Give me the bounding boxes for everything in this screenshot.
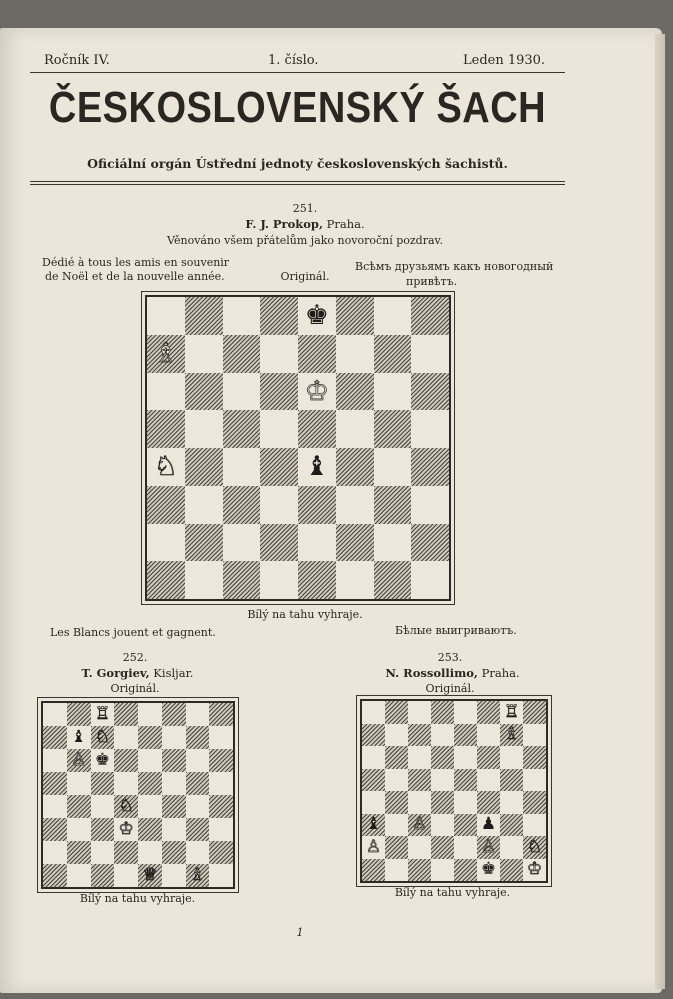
square-e8	[138, 703, 162, 726]
square-e4	[298, 448, 336, 486]
problem-252-author-line	[55, 666, 220, 680]
square-f4	[162, 795, 186, 818]
square-b8	[385, 701, 408, 724]
square-a4	[147, 448, 185, 486]
square-d7	[114, 726, 138, 749]
square-h2	[209, 841, 233, 864]
white-king-icon: ♔	[118, 819, 134, 839]
square-e3	[298, 486, 336, 524]
square-g5	[374, 410, 412, 448]
square-b7	[185, 335, 223, 373]
square-e5	[138, 772, 162, 795]
square-g2	[500, 836, 523, 859]
square-f2	[477, 836, 500, 859]
square-d5	[260, 410, 298, 448]
black-bishop-icon: ♝	[365, 814, 382, 835]
problem-251-dedication-ru-1: Всѣмъ друзьямъ какъ новогодный	[355, 260, 554, 273]
square-h7	[523, 724, 546, 747]
problem-252-author: T. Gorgiev,	[81, 666, 150, 680]
problem-253-number: 253.	[437, 651, 463, 664]
problem-251-dedication-cz: Věnováno všem přátelům jako novoroční pozdrav.	[167, 234, 443, 247]
square-e3	[454, 814, 477, 837]
square-d6	[260, 373, 298, 411]
square-h5	[411, 410, 449, 448]
square-d2	[260, 524, 298, 562]
square-c8	[91, 703, 115, 726]
square-g8	[500, 701, 523, 724]
square-g7	[374, 335, 412, 373]
square-b2	[385, 836, 408, 859]
square-c8	[223, 297, 261, 335]
chessboard-251	[145, 295, 451, 601]
white-bishop-icon: ♗	[503, 724, 520, 745]
square-e7	[298, 335, 336, 373]
square-g3	[374, 486, 412, 524]
square-g5	[186, 772, 210, 795]
square-b5	[185, 410, 223, 448]
square-e2	[298, 524, 336, 562]
square-e8	[298, 297, 336, 335]
square-d4	[260, 448, 298, 486]
square-d3	[260, 486, 298, 524]
square-d1	[431, 859, 454, 882]
square-g1	[374, 561, 412, 599]
square-f7	[477, 724, 500, 747]
square-h6	[411, 373, 449, 411]
white-queen-icon: ♕	[142, 865, 158, 885]
square-c6	[91, 749, 115, 772]
square-d8	[431, 701, 454, 724]
square-a2	[43, 841, 67, 864]
square-a6	[147, 373, 185, 411]
square-b3	[385, 814, 408, 837]
problem-251-author: F. J. Prokop,	[245, 217, 323, 231]
white-pawn-icon: ♙	[365, 836, 382, 857]
square-c5	[223, 410, 261, 448]
square-c7	[223, 335, 261, 373]
square-h6	[523, 746, 546, 769]
square-e2	[138, 841, 162, 864]
square-h1	[411, 561, 449, 599]
square-d2	[114, 841, 138, 864]
problem-251-original: Originál.	[280, 270, 330, 283]
problem-251-author-line	[200, 217, 410, 231]
square-g7	[186, 726, 210, 749]
square-c1	[223, 561, 261, 599]
square-e1	[298, 561, 336, 599]
square-f3	[477, 814, 500, 837]
black-pawn-icon: ♟	[480, 814, 497, 835]
square-h7	[209, 726, 233, 749]
white-pawn-icon: ♙	[411, 814, 428, 835]
square-a3	[362, 814, 385, 837]
square-a8	[362, 701, 385, 724]
square-b6	[385, 746, 408, 769]
square-h4	[523, 791, 546, 814]
black-bishop-icon: ♝	[71, 727, 87, 747]
header-rule-thin	[30, 184, 565, 185]
square-f2	[162, 841, 186, 864]
square-e7	[138, 726, 162, 749]
square-d5	[431, 769, 454, 792]
square-d3	[114, 818, 138, 841]
square-a6	[362, 746, 385, 769]
square-g1	[500, 859, 523, 882]
square-c2	[408, 836, 431, 859]
journal-subtitle: Oficiální orgán Ústřední jednoty československých šachistů.	[87, 156, 508, 171]
problem-253-place: Praha.	[481, 666, 520, 680]
square-f1	[477, 859, 500, 882]
white-knight-icon: ♘	[94, 727, 110, 747]
square-d8	[114, 703, 138, 726]
square-b7	[385, 724, 408, 747]
square-c7	[408, 724, 431, 747]
black-king-icon: ♚	[480, 859, 497, 880]
square-d7	[260, 335, 298, 373]
white-pawn-icon: ♙	[71, 750, 87, 770]
square-c1	[408, 859, 431, 882]
square-e1	[454, 859, 477, 882]
square-h1	[523, 859, 546, 882]
square-h1	[209, 864, 233, 887]
square-c4	[91, 795, 115, 818]
square-b4	[185, 448, 223, 486]
square-a2	[147, 524, 185, 562]
square-e3	[138, 818, 162, 841]
square-e6	[138, 749, 162, 772]
problem-253-original: Originál.	[425, 682, 475, 695]
volume-label: Ročník IV.	[44, 53, 110, 68]
square-f1	[162, 864, 186, 887]
square-c3	[408, 814, 431, 837]
square-g4	[186, 795, 210, 818]
square-a1	[147, 561, 185, 599]
square-c6	[408, 746, 431, 769]
square-g5	[500, 769, 523, 792]
square-h2	[523, 836, 546, 859]
square-c7	[91, 726, 115, 749]
square-a6	[43, 749, 67, 772]
square-f8	[477, 701, 500, 724]
journal-title: ČESKOSLOVENSKÝ ŠACH	[48, 84, 547, 133]
square-c4	[408, 791, 431, 814]
square-h6	[209, 749, 233, 772]
square-g6	[500, 746, 523, 769]
chessboard-253	[360, 699, 548, 883]
page-edge	[655, 34, 665, 989]
problem-251-dedication-fr-1: Dédié à tous les amis en souvenir	[42, 256, 230, 269]
square-c2	[223, 524, 261, 562]
square-d7	[431, 724, 454, 747]
square-e5	[298, 410, 336, 448]
square-d5	[114, 772, 138, 795]
square-b1	[67, 864, 91, 887]
problem-252-number: 252.	[122, 651, 148, 664]
date-label: Leden 1930.	[463, 53, 546, 68]
square-f6	[336, 373, 374, 411]
square-c3	[91, 818, 115, 841]
square-h3	[411, 486, 449, 524]
header-rule-top	[30, 72, 565, 73]
square-g1	[186, 864, 210, 887]
square-d1	[260, 561, 298, 599]
square-g2	[374, 524, 412, 562]
square-d4	[114, 795, 138, 818]
square-c4	[223, 448, 261, 486]
square-b8	[67, 703, 91, 726]
white-bishop-icon: ♗	[189, 865, 205, 885]
white-bishop-icon: ♗	[153, 338, 178, 370]
square-g4	[374, 448, 412, 486]
square-a7	[362, 724, 385, 747]
problem-252-original: Originál.	[110, 682, 160, 695]
square-f2	[336, 524, 374, 562]
white-rook-icon: ♖	[94, 704, 110, 724]
square-b2	[67, 841, 91, 864]
square-d3	[431, 814, 454, 837]
issue-label: 1. číslo.	[268, 53, 319, 68]
square-e1	[138, 864, 162, 887]
square-e4	[138, 795, 162, 818]
square-f8	[162, 703, 186, 726]
square-c1	[91, 864, 115, 887]
square-a5	[147, 410, 185, 448]
black-king-icon: ♚	[304, 300, 329, 332]
black-bishop-icon: ♝	[304, 451, 329, 483]
square-c2	[91, 841, 115, 864]
square-h5	[523, 769, 546, 792]
square-b3	[185, 486, 223, 524]
square-h3	[209, 818, 233, 841]
chessboard-252	[41, 701, 235, 889]
problem-252-place: Kisljar.	[153, 666, 194, 680]
problem-251-dedication-ru-2: привѣтъ.	[406, 275, 458, 288]
problem-251-dedication-fr-2: de Noël et de la nouvelle année.	[45, 270, 225, 283]
square-a3	[147, 486, 185, 524]
square-g3	[500, 814, 523, 837]
square-a8	[147, 297, 185, 335]
white-king-icon: ♔	[304, 375, 329, 407]
problem-252-caption: Bílý na tahu vyhraje.	[79, 892, 196, 905]
square-e4	[454, 791, 477, 814]
square-b1	[385, 859, 408, 882]
white-knight-icon: ♘	[526, 836, 543, 857]
square-g6	[374, 373, 412, 411]
square-f3	[162, 818, 186, 841]
square-a7	[147, 335, 185, 373]
square-g6	[186, 749, 210, 772]
square-b4	[67, 795, 91, 818]
square-d2	[431, 836, 454, 859]
white-rook-icon: ♖	[503, 701, 520, 722]
square-f4	[336, 448, 374, 486]
page-number: 1	[296, 926, 304, 939]
problem-251-caption-ru: Бѣлые выигриваютъ.	[395, 624, 517, 637]
square-h5	[209, 772, 233, 795]
square-h8	[209, 703, 233, 726]
square-b2	[185, 524, 223, 562]
square-h8	[411, 297, 449, 335]
white-pawn-icon: ♙	[480, 836, 497, 857]
problem-251-place: Praha.	[326, 217, 365, 231]
square-c5	[408, 769, 431, 792]
square-h7	[411, 335, 449, 373]
square-f5	[336, 410, 374, 448]
square-e6	[298, 373, 336, 411]
square-b3	[67, 818, 91, 841]
square-f1	[336, 561, 374, 599]
square-f7	[336, 335, 374, 373]
square-b8	[185, 297, 223, 335]
square-f6	[477, 746, 500, 769]
square-a3	[43, 818, 67, 841]
square-f3	[336, 486, 374, 524]
square-b5	[67, 772, 91, 795]
square-c6	[223, 373, 261, 411]
problem-253-author-line	[365, 666, 540, 680]
square-e7	[454, 724, 477, 747]
square-h4	[209, 795, 233, 818]
square-b6	[185, 373, 223, 411]
white-king-icon: ♔	[526, 859, 543, 880]
square-d6	[431, 746, 454, 769]
square-c8	[408, 701, 431, 724]
square-h8	[523, 701, 546, 724]
square-f8	[336, 297, 374, 335]
square-g3	[186, 818, 210, 841]
square-d8	[260, 297, 298, 335]
square-c5	[91, 772, 115, 795]
square-a4	[362, 791, 385, 814]
square-a1	[43, 864, 67, 887]
problem-251-caption-fr: Les Blancs jouent et gagnent.	[50, 626, 216, 639]
square-a2	[362, 836, 385, 859]
square-a1	[362, 859, 385, 882]
square-e2	[454, 836, 477, 859]
white-knight-icon: ♘	[153, 451, 178, 483]
square-h2	[411, 524, 449, 562]
square-a5	[362, 769, 385, 792]
square-b1	[185, 561, 223, 599]
square-b4	[385, 791, 408, 814]
square-a4	[43, 795, 67, 818]
square-f6	[162, 749, 186, 772]
square-g8	[186, 703, 210, 726]
square-e5	[454, 769, 477, 792]
problem-253-author: N. Rossollimo,	[385, 666, 478, 680]
square-g4	[500, 791, 523, 814]
square-d1	[114, 864, 138, 887]
square-g7	[500, 724, 523, 747]
square-f5	[162, 772, 186, 795]
square-f5	[477, 769, 500, 792]
square-e8	[454, 701, 477, 724]
square-b7	[67, 726, 91, 749]
problem-251-number: 251.	[292, 202, 318, 215]
square-f7	[162, 726, 186, 749]
square-e6	[454, 746, 477, 769]
square-d4	[431, 791, 454, 814]
square-c3	[223, 486, 261, 524]
square-b6	[67, 749, 91, 772]
white-knight-icon: ♘	[118, 796, 134, 816]
problem-253-caption: Bílý na tahu vyhraje.	[394, 886, 511, 899]
square-a5	[43, 772, 67, 795]
square-g2	[186, 841, 210, 864]
square-g8	[374, 297, 412, 335]
square-h4	[411, 448, 449, 486]
header-rule-bottom	[30, 181, 565, 182]
problem-251-caption-cz: Bílý na tahu vyhraje.	[247, 608, 363, 621]
square-h3	[523, 814, 546, 837]
black-king-icon: ♚	[94, 750, 110, 770]
square-a8	[43, 703, 67, 726]
square-d6	[114, 749, 138, 772]
square-b5	[385, 769, 408, 792]
square-a7	[43, 726, 67, 749]
square-f4	[477, 791, 500, 814]
